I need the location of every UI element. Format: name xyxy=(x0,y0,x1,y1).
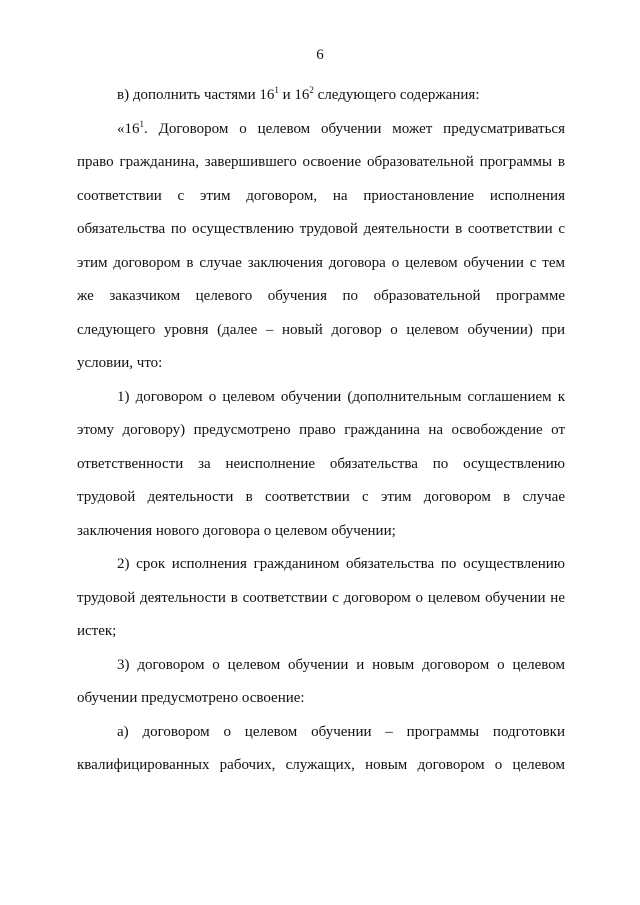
text-line-21: квалифицированных рабочих, служащих, новым договором о целевом xyxy=(77,757,565,773)
text-line-7: же заказчиком целевого обучения по образовательной программе xyxy=(77,288,565,304)
document-body xyxy=(77,84,565,788)
text-line-3: право гражданина, завершившего освоение образовательной программы в xyxy=(77,154,565,170)
text-line-14: заключения нового договора о целевом обучении; xyxy=(77,522,396,539)
text-line-6: этим договором в случае заключения договора о целевом обучении с тем xyxy=(77,254,565,271)
superscript: 2 xyxy=(309,85,314,95)
text-line-5: обязательства по осуществлению трудовой деятельности в соответствии с xyxy=(77,221,565,237)
text-line-11: этому договору) предусмотрено право гражданина на освобождение от xyxy=(77,422,565,438)
superscript: 1 xyxy=(139,118,144,129)
text-line-9: условии, что: xyxy=(77,355,163,371)
page-number: 6 xyxy=(316,47,324,63)
text-line-20: а) договором о целевом обучении – программы подготовки xyxy=(117,723,565,740)
text-line-10: 1) договором о целевом обучении (дополнительным соглашением к xyxy=(117,388,565,405)
text-line-15: 2) срок исполнения гражданином обязательства по осуществлению xyxy=(117,556,565,572)
text-line-1: в) дополнить частями $16^1$ и $16^2$ следующего содержания: xyxy=(117,85,480,103)
text-line-17: истек; xyxy=(77,623,117,639)
superscript: 1 xyxy=(274,85,279,95)
text-line-13: трудовой деятельности в соответствии с этим договором в случае xyxy=(77,489,565,505)
text-line-8: следующего уровня (далее – новый договор о целевом обучении) при xyxy=(77,321,565,338)
text-line-18: 3) договором о целевом обучении и новым договором о целевом xyxy=(117,656,565,673)
text-line-16: трудовой деятельности в соответствии с договором о целевом обучении не xyxy=(77,589,565,606)
text-line-2: «$16^1$. Договором о целевом обучении может предусматриваться xyxy=(117,118,565,137)
text-line-12: ответственности за неисполнение обязательства по осуществлению xyxy=(77,455,565,472)
text-line-19: обучении предусмотрено освоение: xyxy=(77,690,305,706)
text-line-4: соответствии с этим договором, на приостановление исполнения xyxy=(77,187,565,204)
